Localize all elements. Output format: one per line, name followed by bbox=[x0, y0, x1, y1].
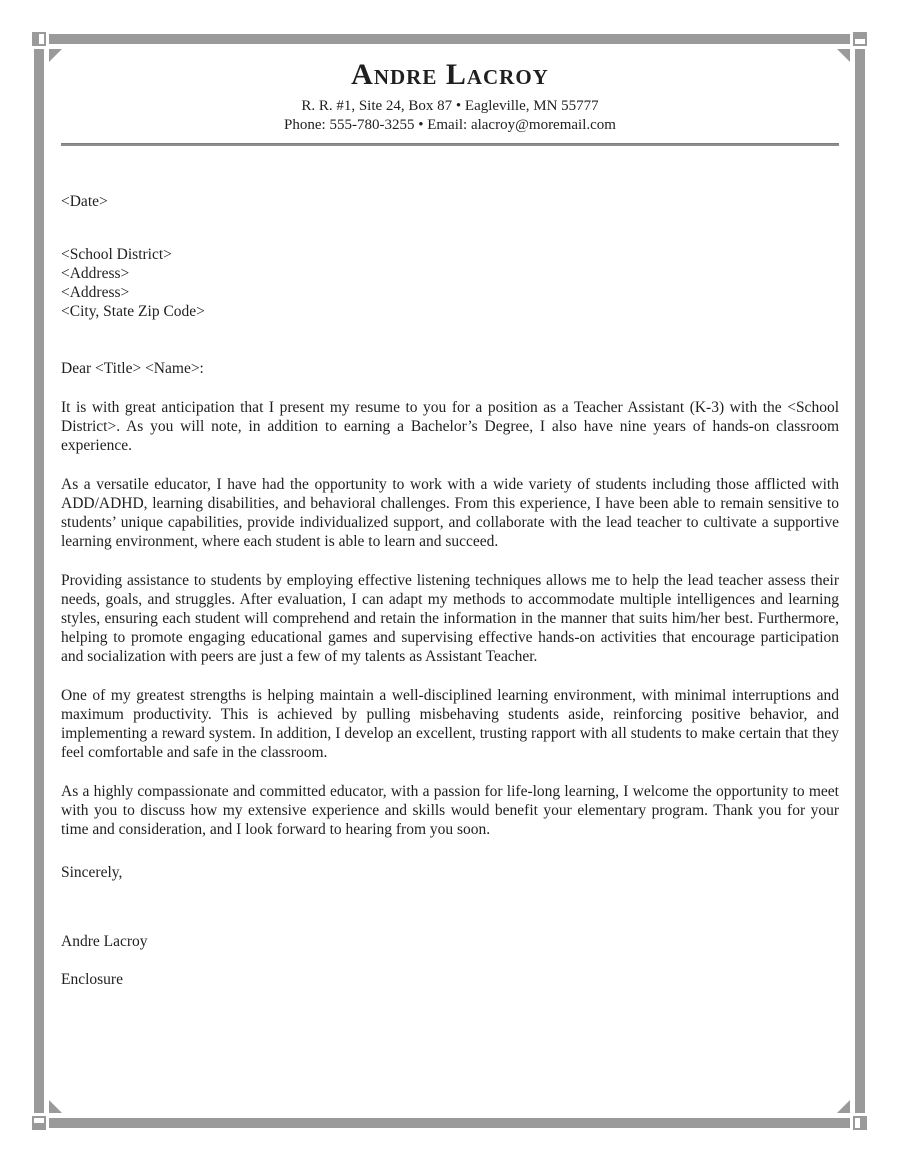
closing-salutation: Sincerely, bbox=[61, 864, 123, 881]
letterhead-address-line: R. R. #1, Site 24, Box 87 • Eagleville, MN 55777 bbox=[301, 98, 599, 114]
letterhead-divider-rule bbox=[61, 143, 839, 146]
paragraph-skills: Providing assistance to students by employing effective listening techniques allows me to help the lead teacher assess their needs, goals, and struggles. After evaluation, I can adapt my methods to accommodate multiple intelligences and learning styles, ensuring each student will comprehend and retain the information in the manner that suits him/her best. Furthermore, helping to promote engaging educational games and supervising effective hands-on activities that encourage participation and socialization with peers are just a few of my talents as Assistant Teacher. bbox=[61, 572, 839, 665]
frame-corner-triangle-bottom-left bbox=[49, 1100, 62, 1113]
paragraph-strengths: One of my greatest strengths is helping maintain a well-disciplined learning environment, with minimal interruptions and maximum productivity. This is achieved by pulling misbehaving students aside, reinforcing positive behavior, and implementing a reward system. In addition, I develop an excellent, trusting rapport with all students to make certain that they feel comfortable and safe in the classroom. bbox=[61, 687, 839, 761]
date-placeholder: <Date> bbox=[61, 193, 108, 210]
enclosure-note: Enclosure bbox=[61, 971, 123, 988]
frame-corner-square-bottom-left bbox=[32, 1116, 46, 1130]
recipient-line-school-district: <School District> bbox=[61, 246, 172, 263]
recipient-line-city-state-zip: <City, State Zip Code> bbox=[61, 303, 205, 320]
recipient-line-address-1: <Address> bbox=[61, 265, 130, 282]
frame-bar-bottom bbox=[49, 1118, 850, 1128]
frame-corner-square-bottom-right bbox=[853, 1116, 867, 1130]
letter-content bbox=[61, 58, 839, 989]
frame-bar-left bbox=[34, 49, 44, 1113]
letter-body bbox=[61, 192, 839, 989]
frame-corner-triangle-bottom-right bbox=[837, 1100, 850, 1113]
frame-corner-square-top-right bbox=[853, 32, 867, 46]
paragraph-introduction: It is with great anticipation that I present my resume to you for a position as a Teacher Assistant (K-3) with the <School District>. As you will note, in addition to earning a Bachelor’s Degree, I also have nine years of hands-on classroom experience. bbox=[61, 399, 839, 454]
letterhead-contact-line: Phone: 555-780-3255 • Email: alacroy@moremail.com bbox=[284, 117, 616, 133]
letterhead-name: Andre Lacroy bbox=[351, 58, 549, 91]
frame-corner-square-top-left bbox=[32, 32, 46, 46]
frame-bar-top bbox=[49, 34, 850, 44]
frame-bar-right bbox=[855, 49, 865, 1113]
signature-name: Andre Lacroy bbox=[61, 933, 148, 950]
recipient-line-address-2: <Address> bbox=[61, 284, 130, 301]
recipient-address-block bbox=[61, 245, 839, 321]
salutation: Dear <Title> <Name>: bbox=[61, 360, 204, 377]
letterhead bbox=[61, 58, 839, 146]
paragraph-call-to-action: As a highly compassionate and committed educator, with a passion for life-long learning, I welcome the opportunity to meet with you to discuss how my extensive experience and skills would benefit your elementary program. Thank you for your time and consideration, and I look forward to hearing from you soon. bbox=[61, 783, 839, 838]
paragraph-experience: As a versatile educator, I have had the opportunity to work with a wide variety of students including those afflicted with ADD/ADHD, learning disabilities, and behavioral challenges. From this experience, I have been able to remain sensitive to students’ unique capabilities, provide individualized support, and collaborate with the lead teacher to cultivate a supportive learning environment, where each student is able to learn and succeed. bbox=[61, 476, 839, 550]
